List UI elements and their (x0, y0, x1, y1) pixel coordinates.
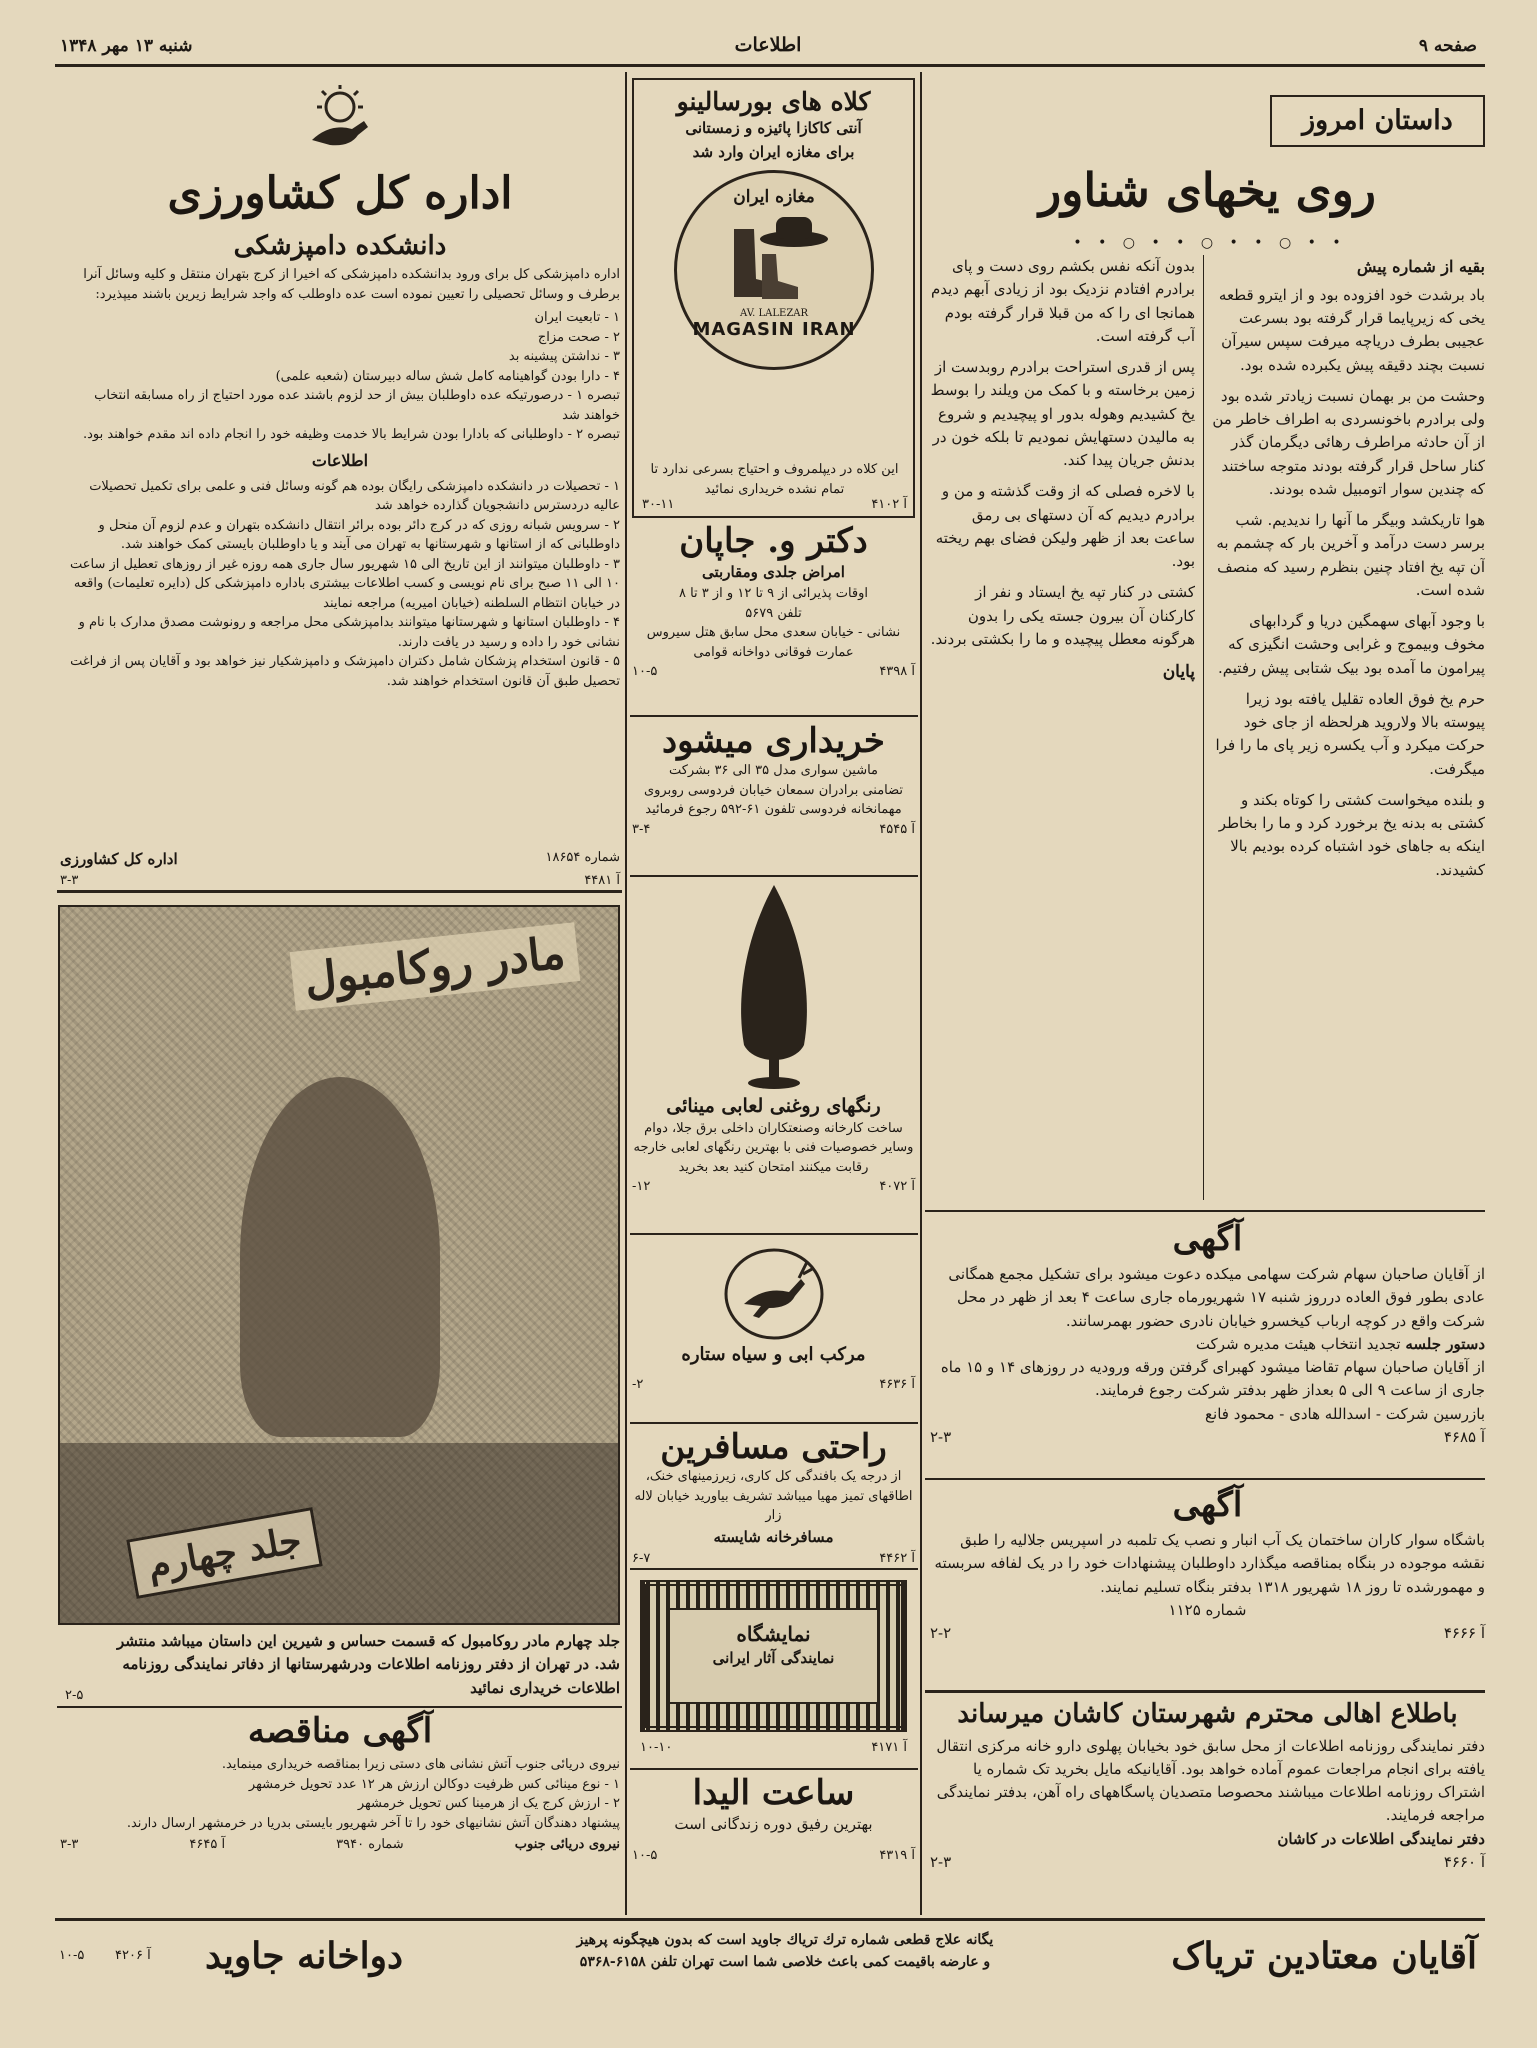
ad-watch-line: بهترین رفیق دوره زندگانی است (674, 1815, 873, 1834)
ad-doctor-hours: اوقات پذیرائی از ۹ تا ۱۲ و از ۳ تا ۸ (678, 586, 869, 602)
story-paragraph: حرم یخ فوق العاده تقلیل یافته بود زیرا پیوسته بالا ولاروید هرلحظه از جای خود حرکت میکرد و آب یکسره زیر پای ما را فرا میگرفت. (1215, 689, 1485, 778)
office-sign: اداره کل کشاورزی (60, 850, 178, 868)
emblem-top-text: مغازه ایران (733, 187, 815, 207)
ad-ref: آ ۴۰۷۲ (879, 1179, 915, 1195)
banner-middle-line1: یگانه علاج قطعی شماره ترك تریاك جاوید است كه بدون هیچگونه پرهیز (576, 1932, 994, 1948)
ad-ref: آ ۴۵۴۵ (879, 821, 915, 837)
ad-rule (630, 1568, 918, 1570)
ad-ref: آ ۴۶۳۶ (879, 1376, 915, 1392)
story-paragraph: کشتی در کنار تپه یخ ایستاد و نفر از کارکنان آن بیرون جسته یکی را بدون هرگونه معطل پیچیده و ما را بکشتی بردند. (930, 583, 1195, 648)
ad-code: ۲-۳ (930, 1427, 952, 1446)
ad-buy-title: خریداری میشود (662, 721, 885, 761)
banner-code: ۱۰-۵ (59, 1948, 85, 1963)
ad-watch-footer (632, 1846, 915, 1866)
story-column-1 (1212, 255, 1485, 1200)
story-paragraph: پس از قدری استراحت برادرم روبدست از زمین برخاسته و با کمک من ویلند را بوسط یخ کشیدیم وهوله بدور او پیچیدیم و شروع به مالیدن دستهایش نمودیم تا بلکه خون در بدنش جریان پیدا کند. (930, 358, 1195, 469)
ad-buy-line2: تضامنی برادران سمعان خیابان فردوسی روبروی (643, 782, 904, 798)
condition-item: ۳ - نداشتن پیشینه بد (508, 349, 620, 364)
tender-item: پیشنهاد دهندگان آتش نشانیهای خود را تا آخر شهریور بایستی بدریا در خرمشهر ارسال دارند. (126, 1815, 620, 1831)
story-paragraph: باد برشدت خود افزوده بود و از ایترو قطعه یخی که زیرپایما قرار گرفته بود بسرعت عجیبی بطرف دریاچه میرفت سپس سیرآن نسبت بچند دقیقه پیش یکبرده شده بود. (1218, 285, 1485, 374)
cypress-tree-icon (714, 880, 834, 1095)
ad-club-body: باشگاه سوار کاران ساختمان یک آب انبار و نصب یک تلمبه در اسپریس جلالیه را طبق نقشه موجوده در بنگاه بمناقصه میگذارد داوطلبان پیشنهادات خود را در یک لفافه سربسته و مهمورشده تا روز ۱۸ شهریور ۱۳۱۸ بدفتر بنگاه تسلیم نمایند. (934, 1531, 1485, 1596)
office-notice (60, 265, 620, 870)
ad-decor (632, 1574, 915, 1764)
ad-rule (630, 1233, 918, 1235)
ad-ref: آ ۴۶۴۵ (189, 1837, 226, 1853)
column-divider-right (920, 72, 922, 1915)
office-footer-row (60, 848, 620, 871)
section-label-text: داستان امروز (1302, 105, 1453, 136)
condition-item: ۲ - صحت مزاج (537, 329, 620, 345)
column-divider-left (625, 72, 627, 1915)
banner-title-left: دواخانه جاوید (205, 1935, 404, 1977)
story-inner-divider (1203, 255, 1204, 1200)
tender-intro: نیروی دریائی جنوب آتش نشانی های دستی زیرا بمناقصه خریداری مینماید. (221, 1757, 620, 1773)
ad-kashan-sign: دفتر نمایندگی اطلاعات در کاشان (1277, 1829, 1485, 1848)
story-paragraph: وحشت من بر بهمان نسبت زیادتر شده بود ولی برادرم باخونسردی به اطراف خاطر من از آن حادثه مراطرف رهائی دیگرمان گذر کنار ساحل قرار گرفته بودند متوجه ساختند که چندین سوار اتومبیل شده بودند. (1212, 386, 1485, 498)
tender-sign: نیروی دریائی جنوب (514, 1837, 620, 1853)
story-end: پایان (1162, 662, 1195, 682)
lion-and-sun-emblem-icon (300, 85, 380, 155)
ad-ref: آ ۴۱۰۲ (871, 497, 907, 512)
ad-code: ۱۰-۱۰ (640, 1740, 673, 1755)
deer-emblem-icon (719, 1244, 829, 1344)
ad-ink-title: مرکب ابی و سیاه ستاره (681, 1344, 866, 1365)
illustration-code: ۲-۵ (65, 1688, 84, 1703)
condition-item: ۴ - دارا بودن گواهینامه کامل شش ساله دبیرستان (شعبه علمی) (275, 368, 620, 384)
ad-club-title: آگهی (1172, 1485, 1243, 1525)
ad-decor-line1: نمایشگاه (736, 1622, 811, 1646)
ad-kashan-title: باطلاع اهالی محترم شهرستان کاشان میرساند (957, 1699, 1458, 1729)
ad-ref: آ ۴۶۶۰ (1443, 1852, 1485, 1871)
ad-code: ۳۰-۱۱ (642, 497, 675, 512)
ad-ref: آ ۴۶۶۶ (1443, 1624, 1485, 1643)
condition-item: تبصره ۲ - داوطلبانی که بادارا بودن شرایط بالا خدمت وظیفه خود را انجام داده اند مقدم خواهند بود. (83, 427, 620, 442)
ad-paint-body: ساخت کارخانه وصنعتکاران داخلی برق جلا، دوام وسایر خصوصیات فنی با بهترین رنگهای لعابی خارجه رقابت میکنند امتحان کنید بعد بخرید (633, 1120, 914, 1175)
emblem-bottom-text: MAGASIN IRAN (692, 319, 856, 340)
ad-hats-line2: برای مغازه ایران وارد شد (692, 142, 855, 161)
ad-star-ink (632, 1238, 915, 1418)
ad-shareholders-body: از آقایان صاحبان سهام شرکت سهامی میکده دعوت میشود برای تشکیل مجمع همگانی عادی بطور فوق العاده درروز شنبه ۱۷ شهریورماه جاری ساعت ۴ بعد از ظهر در محل شرکت واقع در کوچه ارباب کیخسرو خیابان نادری حضور بهمرسانند. (948, 1265, 1485, 1330)
ad-shareholders-sign: بازرسین شرکت - اسدالله هادی - محمود فانع (1205, 1404, 1485, 1423)
ad-buy-line1: ماشین سواری مدل ۳۵ الی ۳۶ بشرکت (668, 763, 879, 779)
ad-decor-line2: نمایندگی آثار ایرانی (712, 1649, 835, 1667)
ad-tender (60, 1712, 620, 1912)
story-paragraph: هوا تاریکشد وبیگر ما آنها را ندیدیم. شب برسر دست درآمد و آخرین بار که چشمم به آن تپه یخ افتاد چنین بنظرم رسید که منصف شده است. (1216, 511, 1485, 599)
info-item: ۲ - سرویس شبانه روزی که در کرج دائر بوده برائر انتقال دانشکده بتهران و عدم لزوم آن منحل و داوطلبانی که از استانها و شهرستانها به تهران می آیند و یا داوطلبان بایستی کمک خواهند شد. (98, 517, 620, 552)
ad-buy-line3: مهمانخانه فردوسی تلفون ۶۱-۵۹۲ رجوع فرمائید (645, 802, 902, 818)
info-item: ۱ - تحصیلات در دانشکده دامپزشکی رایگان بوده هم گونه وسائل فنی و علمی برای تکمیل تحصیلات عالیه دردسترس دانشجویان گذارده خواهد شد (89, 478, 620, 513)
ad-ref: آ ۴۶۸۵ (1443, 1427, 1485, 1446)
continued-note: بقیه از شماره پیش (1356, 257, 1485, 276)
ad-ref: آ ۴۳۹۸ (879, 664, 915, 680)
ad-code: ۱۲- (632, 1179, 651, 1195)
condition-item: تبصره ۱ - درصورتیکه عده داوطلبان بیش از حد لزوم باشند عده مورد احتیاج از راه مسابقه انتخاب خواهند شد (94, 388, 620, 423)
ad-code: ۱۰-۵ (632, 1848, 658, 1864)
ad-travel (632, 1427, 915, 1566)
decor-inner-panel (668, 1608, 879, 1704)
banner-ref: آ ۴۲۰۶ (115, 1948, 151, 1963)
magasin-iran-emblem (674, 170, 874, 370)
ad-ink-footer (632, 1375, 915, 1395)
ad-doctor (632, 522, 915, 712)
ad-paint (632, 880, 915, 1230)
ad-kashan (930, 1698, 1485, 1908)
illustration-title-lettering: مادر روکامبول (290, 922, 580, 1011)
ad-travel-footer (632, 1549, 915, 1569)
ad-kashan-body: دفتر نمایندگی روزنامه اطلاعات از محل سابق خود بخیابان پهلوی دارو خانه مرکزی انتقال یافته برای انجام مراجعات عموم آماده خواهد بود. آقایانیکه مایل بخرید تک شماره یا اشتراک روزنامه اطلاعات میباشند محصوصا متصدیان پاسگاههای راه آهن، بدفتر نمایندگی مراجعه فرمایند. (936, 1736, 1485, 1825)
ad-hats-title: کلاه های بورسالینو (676, 87, 871, 116)
ad-rule (57, 890, 622, 893)
office-subtitle: دانشکده دامپزشکی (233, 231, 447, 261)
ad-watch (632, 1774, 915, 1909)
ad-code: ۱۰-۵ (632, 664, 658, 680)
ad-code: ۲-۲ (930, 1624, 952, 1643)
story-end-rule (925, 1210, 1485, 1212)
emblem-small-text: AV. LALEZAR (739, 308, 809, 319)
ad-code: ۲-۳ (930, 1852, 952, 1871)
banner-middle-line2: و عارضه باقیمت كمی باعث خلاصی شما است تهران تلفن ۶۱۵۸-۵۳۶۸ (579, 1953, 991, 1970)
ad-shareholders-note: از آقایان صاحبان سهام تقاضا میشود کهبرای گرفتن ورقه ورودیه در روزهای ۱۴ و ۱۵ ماه جاری از ساعت ۹ الی ۵ بعداز ظهر بدفتر شرکت رجوع فرمایند. (940, 1358, 1485, 1400)
office-footer (60, 848, 620, 888)
ad-code: ۲- (632, 1376, 644, 1392)
banner-middle (565, 1930, 1005, 1973)
ad-kashan-footer (930, 1851, 1485, 1874)
tender-item: ۱ - نوع مینائی کس ظرفیت دوکالن ارزش هر ۱۲ عدد تحویل خرمشهر (248, 1776, 620, 1792)
ad-rule (630, 1768, 918, 1770)
ad-code: ۶-۷ (632, 1550, 651, 1566)
info-item: ۳ - داوطلبان میتوانند از این تاریخ الی ۱۵ شهریور سال جاری همه روزه غیر از روزهای تعطیل از ساعت ۱۰ الی ۱۱ صبح برای نام نویسی و کسب اطلاعات بیشتری باداره دامپزشکی کل (دایره تعلیمات) واقعه در خیابان انتظام السلطنه (خیابان امیریه) مراجعه نمایند (69, 556, 620, 611)
ad-club (930, 1486, 1485, 1686)
ad-buy-footer (632, 820, 915, 840)
ad-hats-line1: آنتی کاکازا پائیزه و زمستانی (685, 119, 862, 138)
office-intro: اداره دامپزشکی کل برای ورود بدانشکده دامپزشکی که اخیرا از کرج بتهران منتقل و کلیه وسائل آنرا برطرف و وسائل تحصیلی را تعیین نموده است عده داوطلب که واجد شرایط زیرین باشند میپذیرد: (83, 267, 620, 302)
banner-top-rule (55, 1918, 1485, 1921)
story-paragraph: با وجود آبهای سهمگین دریا و گردابهای مخوف وبیموج و غرابی وحشت انگیزی که پیرامون ما آمده بود بیک شتابی پیش رفتیم. (1218, 612, 1485, 677)
ad-rule (57, 1706, 622, 1708)
ad-travel-title: راحتی مسافرین (660, 1427, 887, 1467)
ad-ref: آ ۴۴۸۱ (584, 872, 620, 888)
ad-doctor-address: نشانی - خیابان سعدی محل سابق هتل سیروس عمارت فوقانی دواخانه قوامی (646, 625, 901, 660)
tender-item: ۲ - ارزش کرج یک از هرمینا کس تحویل خرمشهر (357, 1796, 620, 1812)
ad-doctor-phone: تلفن ۵۶۷۹ (745, 605, 802, 621)
ad-club-footer (930, 1622, 1485, 1645)
story-title: روی یخهای شناور (1038, 163, 1377, 217)
ad-rule (630, 875, 918, 877)
ad-hats (632, 78, 915, 518)
banner-title-right: آقایان معتادین تریاک (1171, 1935, 1477, 1977)
hat-and-boots-icon (714, 209, 834, 304)
ad-ref: آ ۴۱۷۱ (871, 1740, 907, 1755)
ad-shareholders-agenda-text: تجدید انتخاب هیئت مدیره شرکت (1195, 1334, 1401, 1353)
ad-decor-footer (632, 1738, 915, 1758)
header-date: شنبه ۱۳ مهر ۱۳۴۸ (60, 36, 193, 56)
ad-shareholders-footer (930, 1426, 1485, 1449)
ad-hats-note: این کلاه در دیپلمروف و احتیاج بسرعی ندارد تا تمام نشده خریداری نمائید (650, 462, 899, 497)
tender-footer (60, 1835, 620, 1855)
ad-club-issue: شماره ۱۱۲۵ (1168, 1600, 1247, 1619)
info-item: ۵ - قانون استخدام پزشکان شامل دکتران دامپزشک و دامپزشکیار نیز خواهد بود و آقایان پس از فراغت تحصیل طبق آن قانون استخدام خواهند شد. (70, 654, 620, 689)
story-column-2 (930, 255, 1195, 1200)
ad-shareholders-agenda (930, 1333, 1485, 1356)
ad-shareholders-agenda-label: دستور جلسه (1405, 1334, 1485, 1353)
story-paragraph: با لاخره فصلی که از وقت گذشته و من و برادرم دیدیم که آن دستهای بی رمق ساعت بعد از ظهر ولیکن فضای بهم ریخته بود. (935, 482, 1195, 570)
ad-travel-name: مسافرخانه شایسته (713, 1527, 834, 1546)
illustration-figure (240, 1077, 440, 1437)
paper-name: اطلاعات (734, 34, 802, 56)
ad-ref: آ ۴۳۱۹ (879, 1848, 915, 1864)
story-paragraph: بدون آنکه نفس بکشم روی دست و پای برادرم افتادم نزدیک بود از زیادی آبهم دیدم همانجا ای را که من قبلا قرار گرفته بودم آب گرفته است. (930, 257, 1195, 345)
header-rule (55, 64, 1485, 67)
ad-hats-footer (642, 495, 907, 515)
ad-shareholders (930, 1220, 1485, 1475)
info-item: ۴ - داوطلبان استانها و شهرستانها میتوانند بدامپزشکی محل مراجعه و رونوشت مصدق مدارک با نام و نشانی خود را داده و رسید در یافت دارند. (78, 615, 620, 650)
office-issue: شماره ۱۸۶۵۴ (545, 850, 620, 865)
ad-code: ۳-۳ (60, 1837, 79, 1853)
illustration-caption: جلد چهارم مادر روکامبول که قسمت حساس و شیرین این داستان میباشد منتشر شد. در تهران از دفتر روزنامه اطلاعات ودرشهرستانها از دفاتر نمایندگی روزنامه اطلاعات خریداری نمائید (116, 1632, 620, 1697)
page-number: صفحه ۹ (1418, 36, 1477, 56)
ad-doctor-footer (632, 662, 915, 682)
decor-banner (640, 1580, 907, 1732)
ad-travel-body: از درجه یک بافندگی کل کاری، زیرزمینهای خنک، اطاقهای تمیز مهیا میباشد تشریف بیاورید خیابان لاله زار (634, 1469, 913, 1524)
rocambole-illustration (58, 905, 620, 1625)
tender-issue: شماره ۳۹۴۰ (336, 1837, 404, 1853)
ad-shareholders-title: آگهی (1172, 1219, 1243, 1259)
ad-buy-car (632, 722, 915, 872)
ad-rule (630, 1422, 918, 1424)
ad-ref: آ ۴۴۶۲ (879, 1550, 915, 1566)
ad-doctor-specialty: امراض جلدی ومقاربتی (702, 563, 845, 582)
office-ref-row (60, 871, 620, 891)
tender-title: آگهی مناقصه (247, 1711, 433, 1751)
ad-code: ۳-۳ (60, 872, 79, 888)
ad-rule (925, 1478, 1485, 1480)
office-title: اداره کل کشاورزی (167, 168, 513, 219)
illustration-volume-lettering: جلد چهارم (126, 1507, 323, 1599)
ad-paint-footer (632, 1177, 915, 1197)
ad-rule (630, 715, 918, 717)
section-label (1270, 95, 1485, 147)
condition-item: ۱ - تابعیت ایران (534, 310, 620, 325)
story-paragraph: و بلنده میخواست کشتی را کوتاه بکند و کشتی به بدنه یخ برخورد کرد و ما را بخاطر اینکه به جاهای خود اشتباه کرده بودیم بالا کشیدند. (1218, 790, 1485, 879)
ad-doctor-title: دکتر و. جاپان (679, 521, 868, 561)
ad-paint-title: رنگهای روغنی لعابی مینائی (666, 1095, 881, 1117)
info-title: اطلاعات (311, 450, 369, 470)
ad-watch-title: ساعت الیدا (692, 1773, 855, 1813)
ad-code: ۳-۴ (632, 821, 651, 837)
story-title-ornament: • • ○ • • ○ • • ○ • • (1073, 235, 1347, 251)
ad-rule (925, 1690, 1485, 1693)
bottom-banner (55, 1924, 1485, 2004)
